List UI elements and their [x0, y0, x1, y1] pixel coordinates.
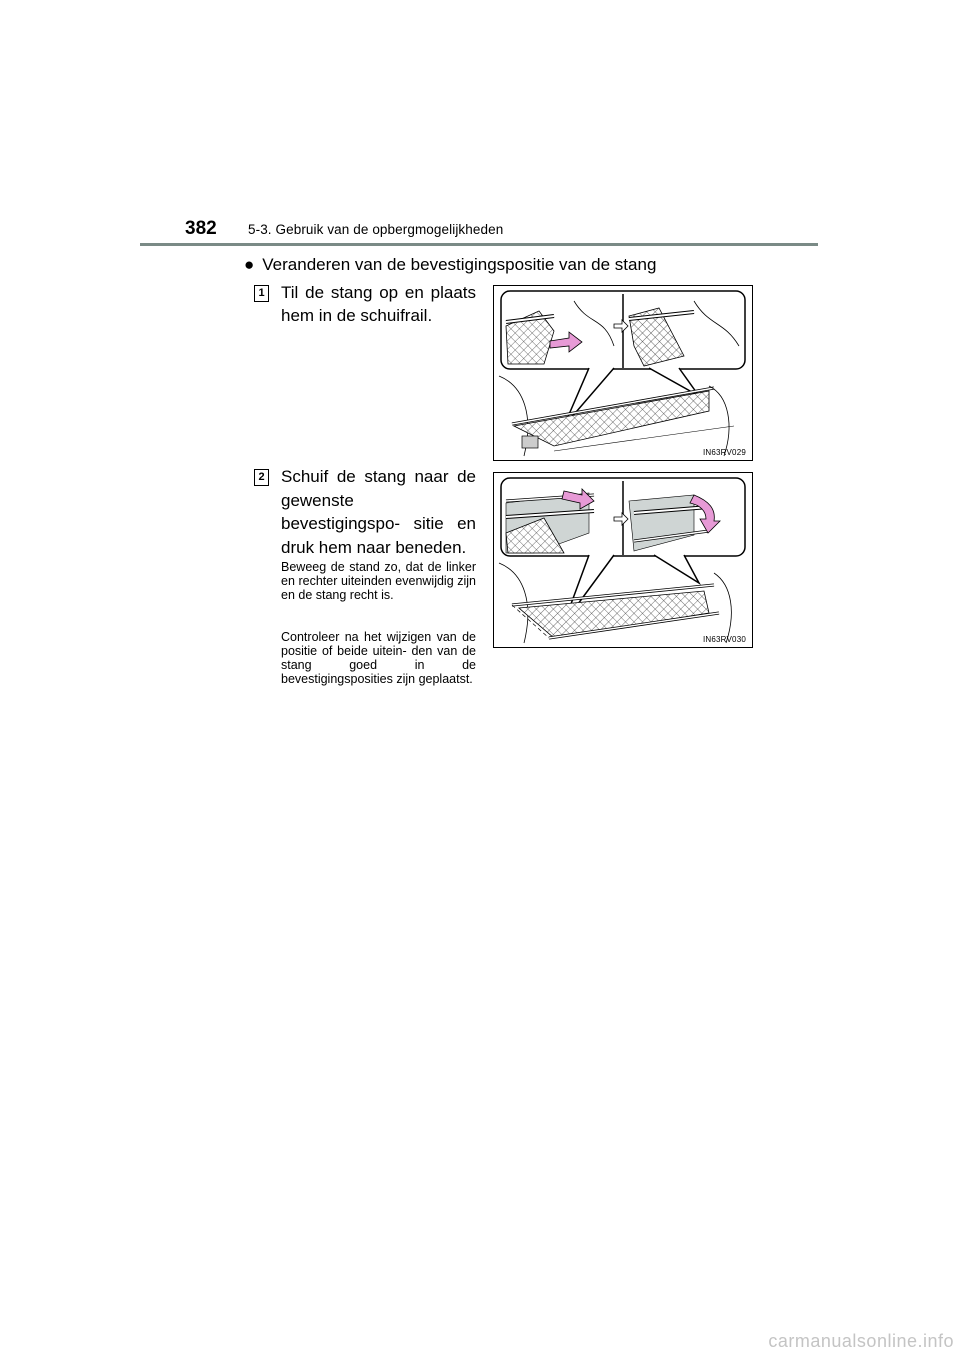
watermark: carmanualsonline.info [768, 1331, 954, 1351]
figure-2 [493, 472, 753, 648]
step-2-note-2: Controleer na het wijzigen van de positie of beide uitein- den van de stang goed in de bevestigingsposities zijn geplaatst. [281, 630, 476, 686]
figure-1 [493, 285, 753, 461]
figure-2-code: IN63RV030 [702, 635, 746, 644]
step-1-number: 1 [254, 285, 269, 302]
figure-1-code: IN63RV029 [702, 448, 746, 457]
step-2-number: 2 [254, 469, 269, 486]
figure-2-illustration [494, 473, 752, 647]
bullet-heading-text: Veranderen van de bevestigingspositie van de stang [262, 255, 657, 274]
bullet-icon: ● [244, 255, 255, 274]
header-rule [140, 243, 818, 246]
step-2-note-1: Beweeg de stand zo, dat de linker en rechter uiteinden evenwijdig zijn en de stang recht is. [281, 560, 476, 602]
figure-1-illustration [494, 286, 752, 460]
section-title: 5-3. Gebruik van de opbergmogelijkheden [248, 222, 504, 237]
step-2-text: Schuif de stang naar de gewenste bevestigingspo- sitie en druk hem naar beneden. [281, 467, 476, 557]
page-number: 382 [185, 218, 217, 239]
bullet-heading [244, 255, 656, 275]
step-1-text: Til de stang op en plaats hem in de schuifrail. [281, 283, 476, 325]
